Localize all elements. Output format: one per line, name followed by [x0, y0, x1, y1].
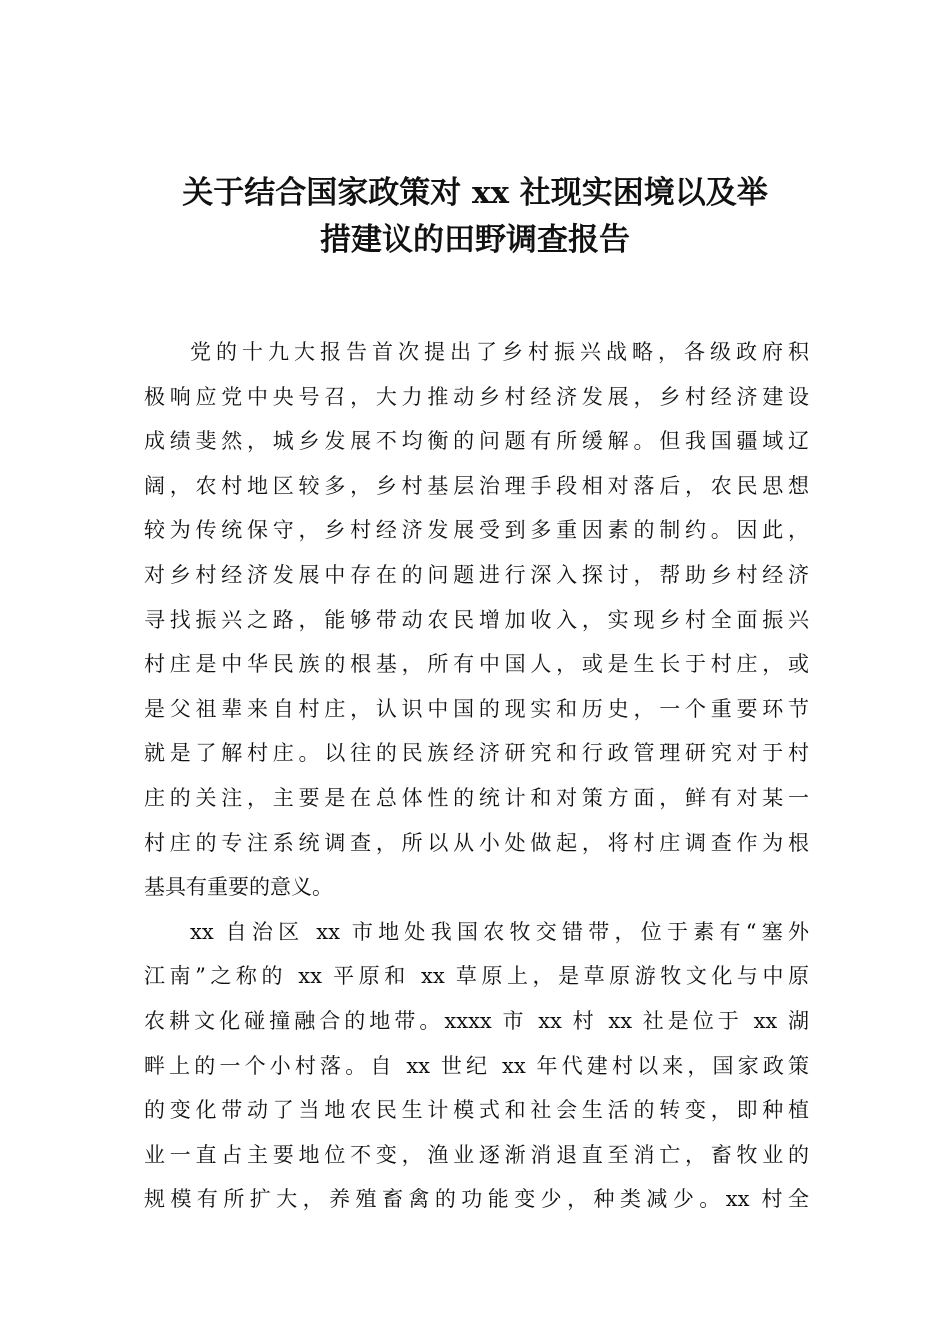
paragraph-line: 对乡村经济发展中存在的问题进行深入探讨，帮助乡村经济	[144, 562, 809, 587]
paragraph-line: 就是了解村庄。以往的民族经济研究和行政管理研究对于村	[144, 741, 809, 766]
paragraph-line: 畔上的一个小村落。自 xx 世纪 xx 年代建村以来，国家政策	[144, 1053, 809, 1078]
paragraph-line: 党的十九大报告首次提出了乡村振兴战略，各级政府积	[190, 340, 809, 364]
document-title	[100, 170, 850, 264]
paragraph-2	[144, 910, 809, 1222]
paragraph-line: 阔，农村地区较多，乡村基层治理手段相对落后，农民思想	[144, 473, 809, 498]
document-body	[144, 330, 809, 1222]
paragraph-line: 江南”之称的 xx 平原和 xx 草原上，是草原游牧文化与中原	[144, 964, 809, 989]
paragraph-line: 庄的关注，主要是在总体性的统计和对策方面，鲜有对某一	[144, 785, 809, 810]
paragraph-line: 极响应党中央号召，大力推动乡村经济发展，乡村经济建设	[144, 384, 809, 409]
paragraph-1	[144, 330, 809, 910]
paragraph-line: 村庄的专注系统调查，所以从小处做起，将村庄调查作为根	[144, 830, 809, 855]
paragraph-line: 成绩斐然，城乡发展不均衡的问题有所缓解。但我国疆域辽	[144, 429, 809, 454]
paragraph-line: 寻找振兴之路，能够带动农民增加收入，实现乡村全面振兴	[144, 607, 809, 632]
title-line: 措建议的田野调查报告	[320, 222, 630, 258]
title-line: 关于结合国家政策对 xx 社现实困境以及举	[182, 175, 768, 211]
paragraph-line: xx 自治区 xx 市地处我国农牧交错带，位于素有“塞外	[190, 919, 809, 944]
paragraph-line: 村庄是中华民族的根基，所有中国人，或是生长于村庄，或	[144, 652, 809, 677]
paragraph-line: 较为传统保守，乡村经济发展受到多重因素的制约。因此，	[144, 518, 809, 543]
paragraph-line: 基具有重要的意义。	[144, 875, 333, 900]
paragraph-line: 是父祖辈来自村庄，认识中国的现实和历史，一个重要环节	[144, 696, 809, 721]
paragraph-line: 规模有所扩大，养殖畜禽的功能变少，种类减少。xx 村全	[144, 1187, 809, 1212]
paragraph-line: 业一直占主要地位不变，渔业逐渐消退直至消亡，畜牧业的	[144, 1142, 809, 1167]
paragraph-line: 农耕文化碰撞融合的地带。xxxx 市 xx 村 xx 社是位于 xx 湖	[144, 1008, 809, 1033]
paragraph-line: 的变化带动了当地农民生计模式和社会生活的转变，即种植	[144, 1098, 809, 1123]
